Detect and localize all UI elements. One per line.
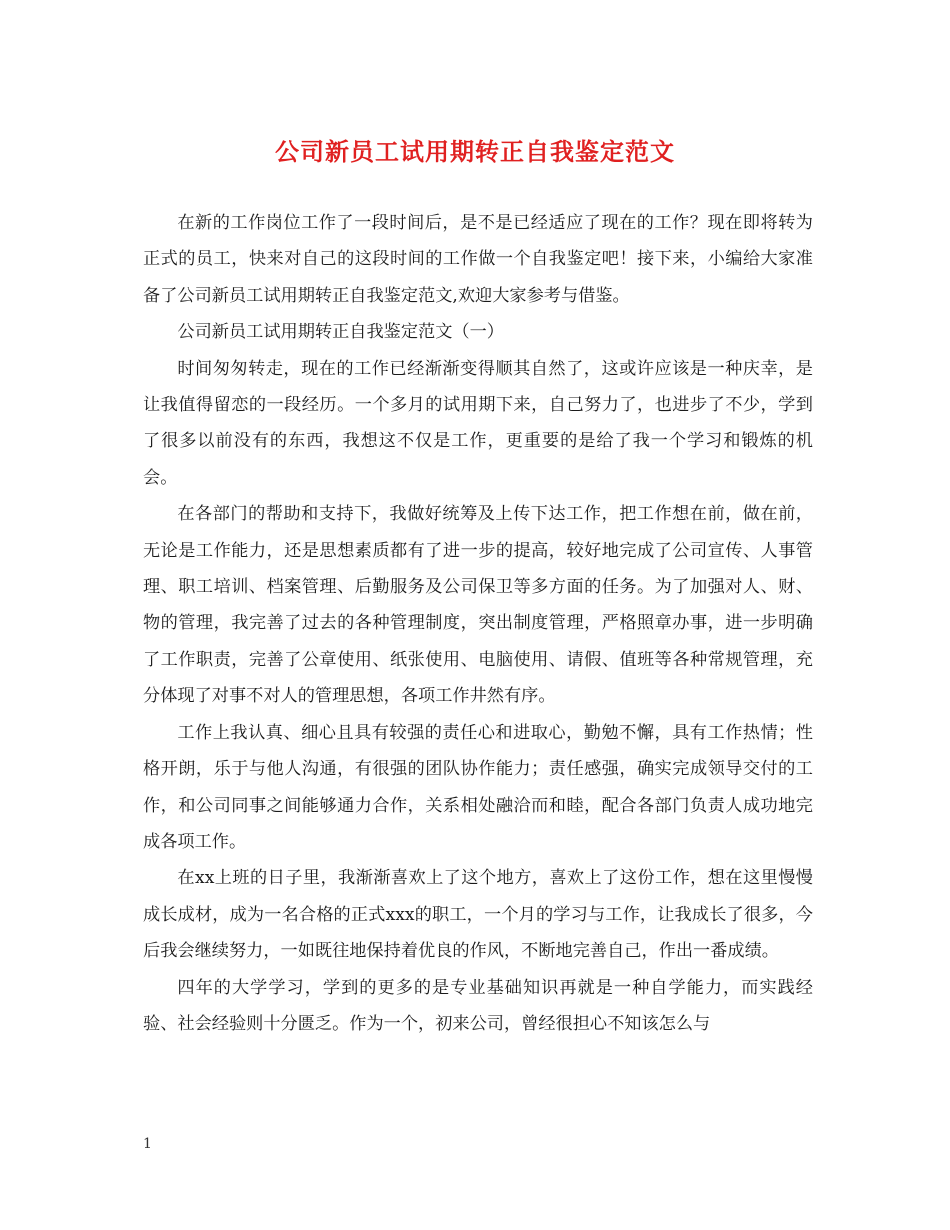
section-heading: 公司新员工试用期转正自我鉴定范文（一）	[177, 322, 504, 343]
page-number: 1	[143, 1136, 152, 1152]
body-paragraph: 在xx上班的日子里，我渐渐喜欢上了这个地方，喜欢上了这份工作，想在这里慢慢成长成材，成为一名合格的正式xxx的职工，一个月的学习与工作，让我成长了很多，今后我会继续努力，一如既往地保持着优良的作风，不断地完善自己，作出一番成绩。	[143, 868, 813, 962]
body-paragraph: 时间匆匆转走，现在的工作已经渐渐变得顺其自然了，这或许应该是一种庆幸，是让我值得留恋的一段经历。一个多月的试用期下来，自己努力了，也进步了不少，学到了很多以前没有的东西，我想这不仅是工作，更重要的是给了我一个学习和锻炼的机会。	[143, 358, 813, 488]
intro-paragraph: 在新的工作岗位工作了一段时间后，是不是已经适应了现在的工作？现在即将转为正式的员工，快来对自己的这段时间的工作做一个自我鉴定吧！接下来，小编给大家准备了公司新员工试用期转正自我鉴定范文,欢迎大家参考与借鉴。	[143, 213, 813, 306]
body-paragraph: 工作上我认真、细心且具有较强的责任心和进取心，勤勉不懈，具有工作热情；性格开朗，乐于与他人沟通，有很强的团队协作能力；责任感强，确实完成领导交付的工作，和公司同事之间能够通力合作，关系相处融洽而和睦，配合各部门负责人成功地完成各项工作。	[143, 722, 813, 852]
page-title: 公司新员工试用期转正自我鉴定范文	[275, 137, 675, 166]
document-body	[143, 205, 813, 1042]
body-paragraph: 四年的大学学习，学到的更多的是专业基础知识再就是一种自学能力，而实践经验、社会经验则十分匮乏。作为一个，初来公司，曾经很担心不知该怎么与	[143, 977, 813, 1034]
body-paragraph: 在各部门的帮助和支持下，我做好统筹及上传下达工作，把工作想在前，做在前，无论是工作能力，还是思想素质都有了进一步的提高，较好地完成了公司宣传、人事管理、职工培训、档案管理、后勤服务及公司保卫等多方面的任务。为了加强对人、财、物的管理，我完善了过去的各种管理制度，突出制度管理，严格照章办事，进一步明确了工作职责，完善了公章使用、纸张使用、电脑使用、请假、值班等各种常规管理，充分体现了对事不对人的管理思想，各项工作井然有序。	[143, 504, 813, 707]
